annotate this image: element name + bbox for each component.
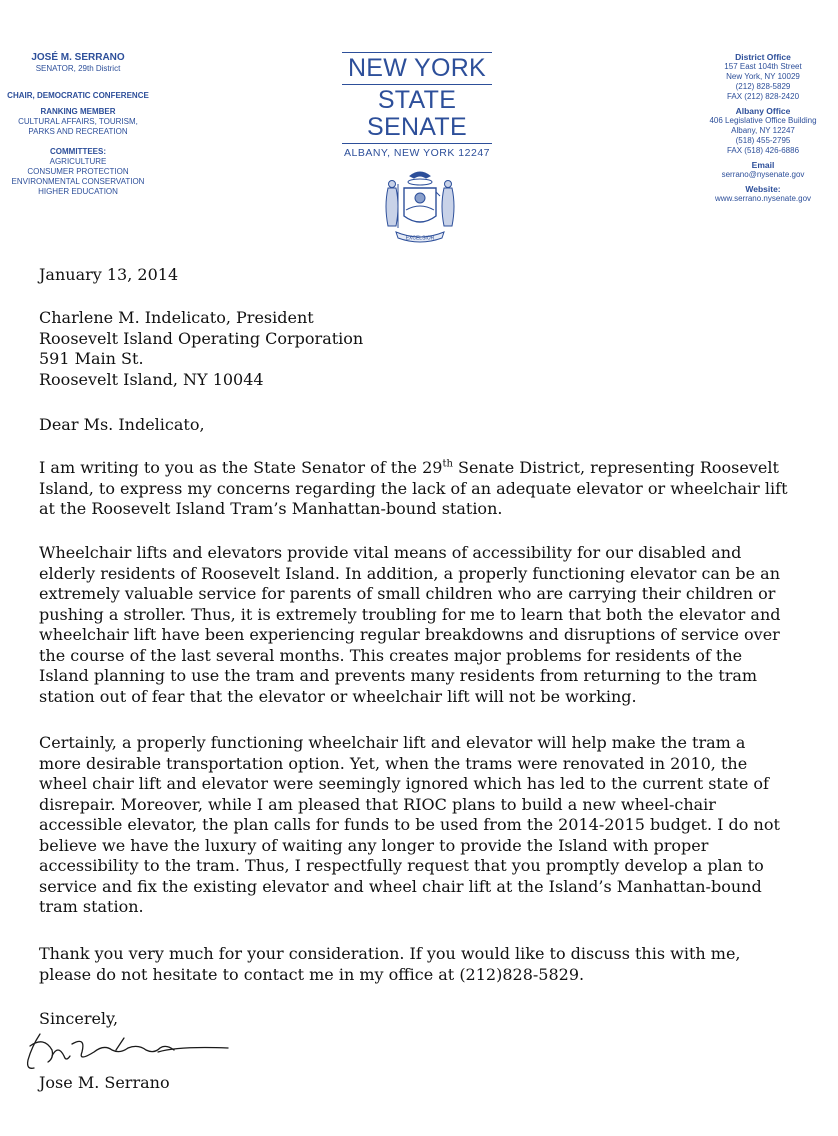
email-address: serrano@nysenate.gov [721, 170, 805, 179]
state-seal-icon [374, 166, 466, 250]
paragraph-line: accessible elevator, the plan calls for funds to be used from the 2014-2015 budget. I do not [39, 815, 780, 834]
letterhead-left [0, 52, 156, 197]
senate-address: ALBANY, NEW YORK 12247 [343, 147, 490, 159]
letterhead-right [700, 52, 826, 204]
recipient-line: Roosevelt Island, NY 10044 [39, 369, 264, 389]
paragraph-1 [39, 458, 829, 520]
paragraph-line: pushing a stroller. Thus, it is extremely troubling for me to learn that both the elevator and [39, 604, 781, 624]
paragraph-line: elderly residents of Roosevelt Island. In addition, a properly functioning elevator can be an [39, 563, 780, 583]
paragraph-4 [39, 944, 829, 985]
paragraph-line: Wheelchair lifts and elevators provide vital means of accessibility for our disabled and [39, 543, 742, 562]
closing: Sincerely, [39, 1009, 119, 1028]
chair-title: CHAIR, DEMOCRATIC CONFERENCE [7, 91, 149, 100]
committee-item: AGRICULTURE [49, 157, 107, 166]
district-office-line: New York, NY 10029 [726, 72, 800, 81]
paragraph-line: wheelchair lift have been experiencing regular breakdowns and disruptions of service over [39, 625, 780, 644]
albany-office-header: Albany Office [735, 106, 791, 116]
ranking-line: CULTURAL AFFAIRS, TOURISM, [18, 117, 138, 126]
paragraph-line: at the Roosevelt Island Tram’s Manhattan-bound station. [39, 499, 503, 518]
district-office-line: (212) 828-5829 [735, 82, 791, 91]
paragraph-line: station out of fear that the elevator or wheelchair lift will not be working. [39, 686, 637, 706]
paragraph-line: please do not hesitate to contact me in my office at (212)828-5829. [39, 964, 585, 984]
senator-title: SENATOR, 29th District [35, 64, 121, 73]
paragraph-line: I am writing to you as the State Senator of the 29th Senate District, representing Roosevelt [39, 458, 779, 477]
seal-motto: EXCELSIOR [405, 235, 435, 242]
paragraph-line: more desirable transportation option. Yet, when the trams were renovated in 2010, the [39, 753, 748, 773]
committees-header: COMMITTEES: [50, 147, 106, 156]
paragraph-line: accessibility to the tram. Thus, I respectfully request that you promptly develop a plan to [39, 856, 764, 875]
paragraph-line: Certainly, a properly functioning wheelchair lift and elevator will help make the tram a [39, 733, 746, 752]
senator-name: JOSÉ M. SERRANO [31, 52, 125, 63]
paragraph-line: extremely valuable service for parents of small children who are carrying their children or [39, 584, 776, 603]
paragraph-line: Island, to express my concerns regarding the lack of an adequate elevator or wheelchair lift [39, 478, 788, 498]
paragraph-line: believe we have the luxury of waiting any longer to provide the Island with proper [39, 835, 709, 855]
paragraph-3 [39, 733, 829, 918]
albany-office-line: FAX (518) 426-6886 [726, 146, 800, 155]
ranking-header: RANKING MEMBER [40, 107, 116, 116]
district-office-line: FAX (212) 828-2420 [726, 92, 800, 101]
email-header: Email [751, 160, 775, 170]
albany-office-line: (518) 455-2795 [735, 136, 791, 145]
divider [342, 52, 492, 53]
paragraph-line: tram station. [39, 897, 144, 916]
senate-name-line2: STATE [377, 86, 457, 114]
committee-item: ENVIRONMENTAL CONSERVATION [11, 177, 145, 186]
senate-name-line1: NEW YORK [347, 54, 487, 82]
recipient-line: Roosevelt Island Operating Corporation [39, 328, 364, 348]
salutation: Dear Ms. Indelicato, [39, 415, 205, 434]
divider [342, 143, 492, 144]
recipient-line: Charlene M. Indelicato, President [39, 308, 314, 327]
paragraph-line: Island planning to use the tram and prevents many residents from returning to the tram [39, 666, 758, 685]
albany-office-line: Albany, NY 12247 [731, 126, 795, 135]
letter-date: January 13, 2014 [39, 265, 179, 284]
paragraph-line: Thank you very much for your consideration. If you would like to discuss this with me, [39, 944, 741, 963]
website-header: Website: [745, 184, 781, 194]
district-office-line: 157 East 104th Street [724, 62, 802, 71]
letterhead-center [338, 50, 496, 159]
divider [342, 84, 492, 85]
website-url: www.serrano.nysenate.gov [714, 194, 812, 203]
district-office-header: District Office [735, 52, 791, 62]
paragraph-line: disrepair. Moreover, while I am pleased that RIOC plans to build a new wheel-chair [39, 794, 716, 814]
albany-office-line: 406 Legislative Office Building [709, 116, 817, 125]
recipient-line: 591 Main St. [39, 349, 144, 368]
paragraph-line: wheel chair lift and elevator were seemingly ignored which has led to the current state of [39, 774, 769, 793]
committee-item: HIGHER EDUCATION [38, 187, 118, 196]
paragraph-line: the course of the last several months. This creates major problems for residents of the [39, 645, 743, 665]
paragraph-2 [39, 543, 829, 707]
senate-name-line3: SENATE [367, 113, 467, 141]
paragraph-line: service and fix the existing elevator and wheel chair lift at the Island’s Manhattan-bound [39, 876, 762, 896]
ranking-line: PARKS AND RECREATION [28, 127, 128, 136]
signer-name: Jose M. Serrano [39, 1073, 170, 1092]
recipient-block [39, 308, 829, 390]
committee-item: CONSUMER PROTECTION [27, 167, 129, 176]
